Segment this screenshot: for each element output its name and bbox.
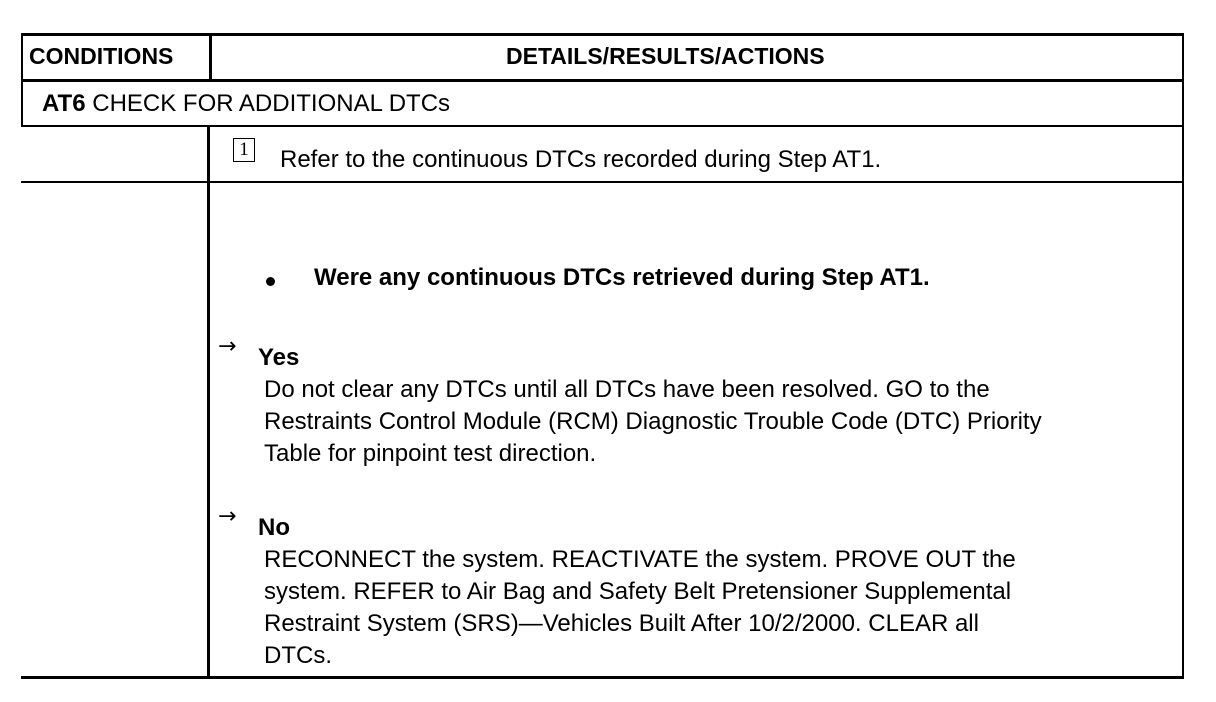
step-id: AT6	[42, 90, 86, 117]
no-line-2: system. REFER to Air Bag and Safety Belt Pretensioner Supplemental	[264, 578, 1012, 605]
table-right-border	[1182, 33, 1184, 679]
yes-arrow-icon: →	[218, 334, 237, 359]
details-header: DETAILS/RESULTS/ACTIONS	[506, 43, 825, 69]
diagnostic-table	[21, 33, 1184, 678]
yes-line-2: Restraints Control Module (RCM) Diagnostic Trouble Code (DTC) Priority	[264, 408, 1042, 435]
row2-column-divider	[207, 181, 210, 679]
no-line-3: Restraint System (SRS)—Vehicles Built After 10/2/2000. CLEAR all	[264, 610, 979, 637]
table-bottom-border	[21, 676, 1184, 679]
section-title	[42, 88, 450, 119]
step-instruction: Refer to the continuous DTCs recorded during Step AT1.	[280, 146, 882, 173]
table-top-border	[21, 33, 1184, 36]
no-arrow-icon: →	[218, 504, 237, 529]
no-line-1: RECONNECT the system. REACTIVATE the system. PROVE OUT the	[264, 546, 1016, 573]
yes-label: Yes	[258, 344, 300, 371]
no-label: No	[258, 514, 290, 541]
yes-line-1: Do not clear any DTCs until all DTCs have been resolved. GO to the	[264, 376, 990, 403]
section-bottom-border	[21, 125, 1184, 127]
row1-bottom-border	[21, 181, 1184, 183]
section-title-text: CHECK FOR ADDITIONAL DTCs	[92, 90, 451, 117]
no-line-4: DTCs.	[264, 642, 332, 669]
conditions-header: CONDITIONS	[29, 43, 174, 69]
header-column-divider	[209, 33, 212, 81]
header-bottom-border	[21, 79, 1184, 82]
question-text: Were any continuous DTCs retrieved during Step AT1.	[314, 264, 930, 291]
step-number-box: 1	[233, 138, 255, 162]
table-left-border	[21, 33, 23, 125]
bullet-icon	[266, 277, 275, 286]
row1-column-divider	[207, 125, 210, 181]
yes-line-3: Table for pinpoint test direction.	[264, 440, 597, 467]
